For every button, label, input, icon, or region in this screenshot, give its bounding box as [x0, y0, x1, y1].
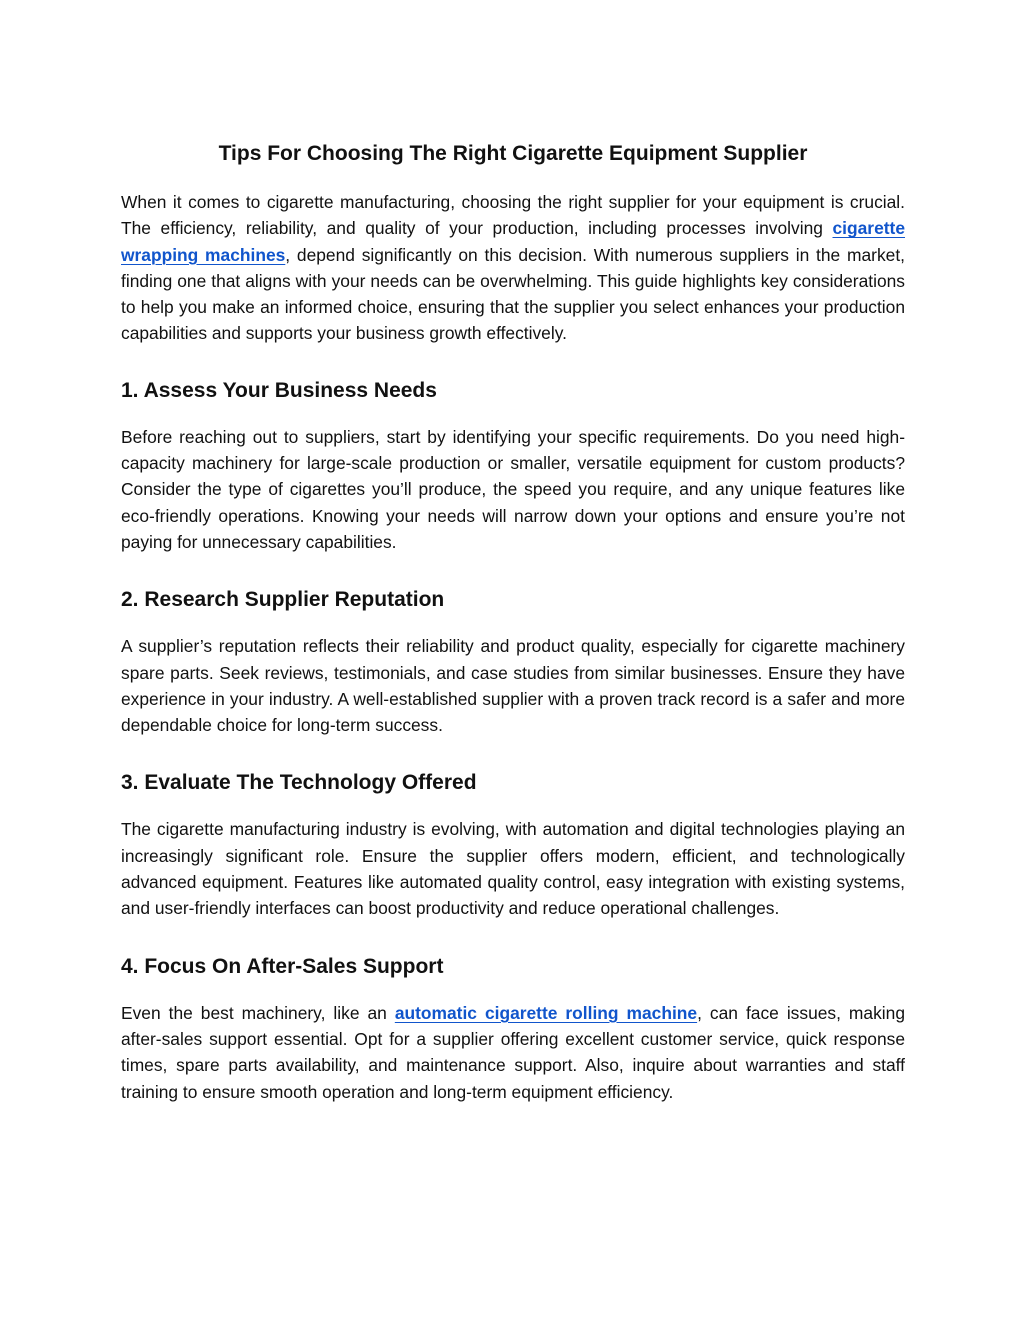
- intro-paragraph: [121, 189, 905, 347]
- section-body-assess-needs: Before reaching out to suppliers, start by identifying your specific requirements. Do you need high-capacity machinery for large-scale production or smaller, versatile equipment for custom products? Consider the type of cigarettes you’ll produce, the speed you require, and any unique features like eco-friendly operations. Knowing your needs will narrow down your options and ensure you’re not paying for unnecessary capabilities.: [121, 426, 905, 552]
- intro-text-before-link: When it comes to cigarette manufacturing, choosing the right supplier for your equipment is crucial. The efficiency, reliability, and quality of your production, including processes involving: [121, 192, 905, 239]
- section-heading-assess-needs: 1. Assess Your Business Needs: [121, 378, 437, 402]
- document-title: Tips For Choosing The Right Cigarette Equipment Supplier: [218, 142, 808, 165]
- section-body-after-sales: [121, 1000, 905, 1105]
- cigarette-wrapping-machines-link[interactable]: cigarette wrapping machines: [121, 218, 905, 265]
- document-page: [121, 139, 905, 1105]
- section-heading-technology: 3. Evaluate The Technology Offered: [121, 771, 477, 795]
- automatic-cigarette-rolling-machine-link[interactable]: automatic cigarette rolling machine: [394, 1002, 698, 1023]
- section-heading-supplier-reputation: 2. Research Supplier Reputation: [121, 588, 445, 612]
- section-body-technology: The cigarette manufacturing industry is evolving, with automation and digital technologies playing an increasingly significant role. Ensure the supplier offers modern, efficient, and technologically advanced equipment. Features like automated quality control, easy integration with existing systems, and user-friendly interfaces can boost productivity and reduce operational challenges.: [121, 819, 905, 919]
- intro-text-after-link: , depend significantly on this decision. With numerous suppliers in the market, finding one that aligns with your needs can be overwhelming. This guide highlights key considerations to help you make an informed choice, ensuring that the supplier you select enhances your production capabilities and supports your business growth effectively.: [121, 244, 905, 344]
- after-sales-text-before-link: Even the best machinery, like an: [121, 1002, 395, 1023]
- section-body-supplier-reputation: A supplier’s reputation reflects their reliability and product quality, especially for cigarette machinery spare parts. Seek reviews, testimonials, and case studies from similar businesses. Ensure they have experience in your industry. A well-established supplier with a proven track record is a safer and more dependable choice for long-term success.: [121, 636, 905, 736]
- after-sales-text-after-link: , can face issues, making after-sales support essential. Opt for a supplier offering excellent customer service, quick response times, spare parts availability, and maintenance support. Also, inquire about warranties and staff training to ensure smooth operation and long-term equipment efficiency.: [121, 1002, 905, 1102]
- section-heading-after-sales: 4. Focus On After-Sales Support: [121, 954, 444, 978]
